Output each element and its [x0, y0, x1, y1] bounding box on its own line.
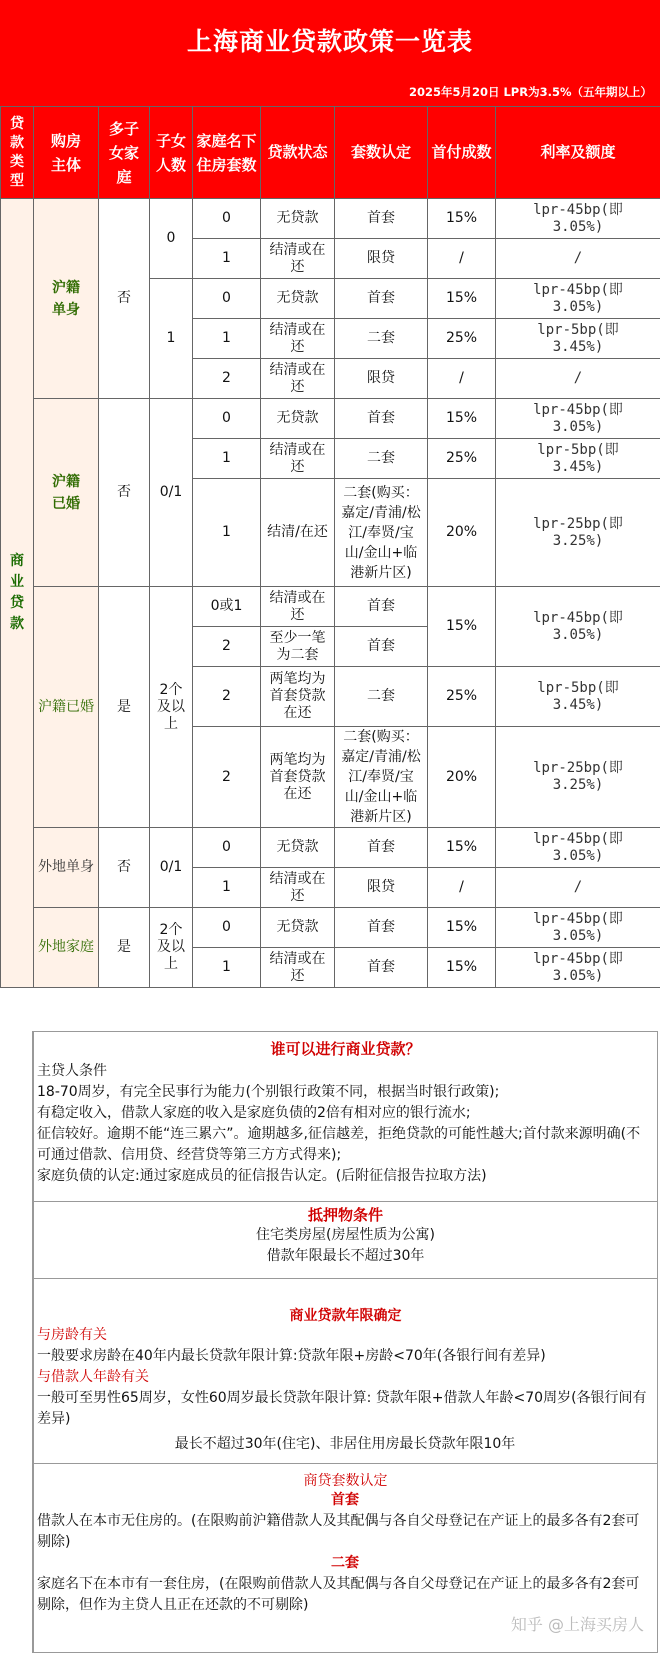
section-title: 抵押物条件 [34, 1204, 657, 1225]
multi-child-cell: 否 [99, 399, 150, 587]
sub-heading: 与借款人年龄有关 [37, 1367, 653, 1388]
buyer-cell: 沪籍已婚 [34, 399, 99, 587]
kids-cell: 1 [150, 279, 193, 399]
category-cell: 二套 [335, 319, 428, 359]
rate-cell: lpr-5bp(即3.45%) [496, 319, 660, 359]
col-header: 首付成数 [428, 107, 496, 199]
table-row [1, 199, 660, 239]
down-payment-cell: 20% [428, 479, 496, 587]
rate-cell: lpr-45bp(即3.05%) [496, 828, 660, 868]
rate-cell: lpr-45bp(即3.05%) [496, 948, 660, 988]
section-title: 谁可以进行商业贷款？ [34, 1038, 657, 1059]
down-payment-cell: 15% [428, 279, 496, 319]
houses-cell: 0 [193, 399, 261, 439]
multi-child-cell: 是 [99, 908, 150, 988]
category-cell: 二套(购买：嘉定/青浦/松江/奉贤/宝山/金山+临港新片区) [335, 727, 428, 828]
category-cell: 首套 [335, 908, 428, 948]
col-header: 购房主体 [34, 107, 99, 199]
section-body [34, 1059, 657, 1187]
text-line: 一般要求房龄在40年内最长贷款年限计算:贷款年限+房龄<70年(各银行间有差异) [37, 1346, 653, 1367]
status-cell: 无贷款 [261, 828, 335, 868]
section-body [34, 1490, 657, 1616]
notes-panel [33, 1031, 658, 1653]
down-payment-cell: 25% [428, 667, 496, 727]
notes-section-term [34, 1278, 657, 1439]
col-header: 利率及额度 [496, 107, 660, 199]
buyer-cell: 沪籍单身 [34, 199, 99, 399]
text-line: 有稳定收入，借款人家庭的收入是家庭负债的2倍有相对应的银行流水; [37, 1103, 653, 1124]
houses-cell: 1 [193, 319, 261, 359]
rate-cell: / [496, 239, 660, 279]
policy-table [0, 106, 660, 988]
text-line: 借款年限最长不超过30年 [34, 1246, 657, 1267]
rate-cell: lpr-25bp(即3.25%) [496, 479, 660, 587]
kids-cell: 2个及以上 [150, 908, 193, 988]
houses-cell: 1 [193, 479, 261, 587]
text-line: 主贷人条件 [37, 1061, 653, 1082]
loan-type-cell: 商业贷款 [1, 199, 34, 988]
section-title: 商贷套数认定 [34, 1470, 657, 1490]
section-title: 商业贷款年限确定 [34, 1305, 657, 1325]
status-cell: 无贷款 [261, 199, 335, 239]
category-cell: 首套 [335, 627, 428, 667]
houses-cell: 0 [193, 828, 261, 868]
category-cell: 首套 [335, 199, 428, 239]
status-cell: 两笔均为首套贷款在还 [261, 727, 335, 828]
houses-cell: 1 [193, 439, 261, 479]
down-payment-cell: 15% [428, 199, 496, 239]
houses-cell: 0 [193, 199, 261, 239]
text-line: 18-70周岁，有完全民事行为能力(个别银行政策不同，根据当时银行政策); [37, 1082, 653, 1103]
table-row [1, 828, 660, 868]
buyer-cell: 外地单身 [34, 828, 99, 908]
down-payment-cell: 15% [428, 908, 496, 948]
multi-child-cell: 是 [99, 587, 150, 828]
text-line: 最长不超过30年(住宅)、非居住用房最长贷款年限10年 [37, 1434, 653, 1455]
down-payment-cell: 15% [428, 828, 496, 868]
category-cell: 二套(购买：嘉定/青浦/松江/奉贤/宝山/金山+临港新片区) [335, 479, 428, 587]
table-row [1, 399, 660, 439]
table-row [1, 587, 660, 627]
down-payment-cell: 15% [428, 948, 496, 988]
text-line: 家庭名下在本市有一套住房，(在限购前借款人及其配偶与各自父母登记在产证上的最多各有2套可剔除，但作为主贷人且正在还款的不可剔除) [37, 1574, 653, 1616]
status-cell: 结清或在还 [261, 359, 335, 399]
down-payment-cell: / [428, 359, 496, 399]
kids-cell: 0/1 [150, 828, 193, 908]
category-cell: 首套 [335, 587, 428, 627]
category-cell: 首套 [335, 399, 428, 439]
category-cell: 首套 [335, 279, 428, 319]
status-cell: 结清或在还 [261, 439, 335, 479]
down-payment-cell: 15% [428, 399, 496, 439]
status-cell: 无贷款 [261, 279, 335, 319]
col-header: 套数认定 [335, 107, 428, 199]
houses-cell: 2 [193, 727, 261, 828]
category-cell: 限贷 [335, 868, 428, 908]
notes-left-margin [0, 1031, 33, 1653]
text-line: 家庭负债的认定:通过家庭成员的征信报告认定。(后附征信报告拉取方法) [37, 1166, 653, 1187]
rate-cell: lpr-25bp(即3.25%) [496, 727, 660, 828]
down-payment-cell: / [428, 239, 496, 279]
kids-cell: 0 [150, 199, 193, 279]
sub-heading: 首套 [37, 1490, 653, 1511]
category-cell: 限贷 [335, 239, 428, 279]
houses-cell: 2 [193, 359, 261, 399]
houses-cell: 1 [193, 948, 261, 988]
category-cell: 二套 [335, 439, 428, 479]
table-row [1, 908, 660, 948]
status-cell: 结清或在还 [261, 948, 335, 988]
multi-child-cell: 否 [99, 828, 150, 908]
page-header [0, 0, 660, 107]
col-header: 子女人数 [150, 107, 193, 199]
category-cell: 首套 [335, 828, 428, 868]
rate-cell: / [496, 359, 660, 399]
category-cell: 限贷 [335, 359, 428, 399]
status-cell: 无贷款 [261, 908, 335, 948]
status-cell: 结清或在还 [261, 319, 335, 359]
down-payment-cell: 20% [428, 727, 496, 828]
sub-heading: 二套 [37, 1553, 653, 1574]
down-payment-cell: / [428, 868, 496, 908]
status-cell: 结清或在还 [261, 868, 335, 908]
rate-cell: lpr-45bp(即3.05%) [496, 908, 660, 948]
houses-cell: 1 [193, 868, 261, 908]
col-header: 家庭名下住房套数 [193, 107, 261, 199]
lpr-subtitle: 2025年5月20日 LPR为3.5%（五年期以上） [409, 84, 652, 100]
category-cell: 二套 [335, 667, 428, 727]
houses-cell: 2 [193, 667, 261, 727]
multi-child-cell: 否 [99, 199, 150, 399]
sub-heading: 与房龄有关 [37, 1325, 653, 1346]
houses-cell: 0或1 [193, 587, 261, 627]
down-payment-cell: 25% [428, 319, 496, 359]
rate-cell: lpr-45bp(即3.05%) [496, 587, 660, 667]
rate-cell: lpr-45bp(即3.05%) [496, 279, 660, 319]
rate-cell: lpr-45bp(即3.05%) [496, 199, 660, 239]
status-cell: 结清/在还 [261, 479, 335, 587]
section-body [34, 1325, 657, 1455]
rate-cell: lpr-5bp(即3.45%) [496, 667, 660, 727]
buyer-cell: 沪籍已婚 [34, 587, 99, 828]
houses-cell: 2 [193, 627, 261, 667]
col-header: 贷款类型 [1, 107, 34, 199]
notes-section-who [34, 1031, 657, 1190]
kids-cell: 0/1 [150, 399, 193, 587]
kids-cell: 2个及以上 [150, 587, 193, 828]
status-cell: 两笔均为首套贷款在还 [261, 667, 335, 727]
rate-cell: / [496, 868, 660, 908]
houses-cell: 1 [193, 239, 261, 279]
status-cell: 至少一笔为二套 [261, 627, 335, 667]
col-header: 贷款状态 [261, 107, 335, 199]
down-payment-cell: 25% [428, 439, 496, 479]
category-cell: 首套 [335, 948, 428, 988]
houses-cell: 0 [193, 279, 261, 319]
houses-cell: 0 [193, 908, 261, 948]
status-cell: 结清或在还 [261, 239, 335, 279]
text-line: 征信较好。逾期不能“连三累六”。逾期越多,征信越差，拒绝贷款的可能性越大;首付款来源明确(不可通过借款、信用贷、经营贷等第三方方式得来); [37, 1124, 653, 1166]
watermark: 知乎 @上海买房人 [511, 1612, 644, 1635]
page-title: 上海商业贷款政策一览表 [0, 22, 660, 58]
notes-section-collateral [34, 1201, 657, 1270]
down-payment-cell: 15% [428, 587, 496, 667]
rate-cell: lpr-5bp(即3.45%) [496, 439, 660, 479]
text-line: 一般可至男性65周岁，女性60周岁最长贷款年限计算: 贷款年限+借款人年龄<70周岁(各银行间有差异) [37, 1388, 653, 1430]
status-cell: 无贷款 [261, 399, 335, 439]
rate-cell: lpr-45bp(即3.05%) [496, 399, 660, 439]
text-line: 住宅类房屋(房屋性质为公寓) [34, 1225, 657, 1246]
table-header-row [1, 107, 660, 199]
text-line: 借款人在本市无住房的。(在限购前沪籍借款人及其配偶与各自父母登记在产证上的最多各有2套可剔除) [37, 1511, 653, 1553]
status-cell: 结清或在还 [261, 587, 335, 627]
col-header: 多子女家庭 [99, 107, 150, 199]
buyer-cell: 外地家庭 [34, 908, 99, 988]
